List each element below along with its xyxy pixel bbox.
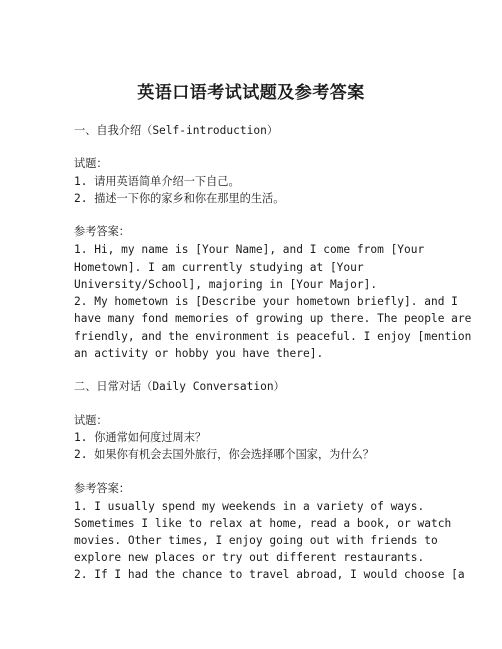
question-item: 2. 描述一下你的家乡和你在那里的生活。 xyxy=(74,192,285,205)
answer-line: movies. Other times, I enjoy going out with friends to xyxy=(74,534,438,547)
answer-line: 2. My hometown is [Describe your hometown briefly]. and I xyxy=(74,295,458,308)
answer-line: 2. If I had the chance to travel abroad, I would choose [a xyxy=(74,568,465,581)
answer-line: Sometimes I like to relax at home, read a book, or watch xyxy=(74,517,452,530)
answers-label: 参考答案： xyxy=(74,482,130,495)
answer-line: University/School], majoring in [Your Major]. xyxy=(74,278,378,291)
answer-line: explore new places or try out different restaurants. xyxy=(74,551,425,564)
answer-line: 1. Hi, my name is [Your Name], and I come from [Your xyxy=(74,243,425,256)
answer-line: friendly, and the environment is peaceful. I enjoy [mention xyxy=(74,330,472,343)
answer-line: Hometown]. I am currently studying at [Your xyxy=(74,261,364,274)
answer-line: an activity or hobby you have there]. xyxy=(74,347,324,360)
document-title: 英语口语考试试题及参考答案 xyxy=(137,83,365,103)
answer-line: 1. I usually spend my weekends in a variety of ways. xyxy=(74,500,425,513)
answer-line: have many fond memories of growing up there. The people are xyxy=(74,312,472,325)
question-item: 1. 请用英语简单介绍一下自己。 xyxy=(74,175,240,188)
section-heading: 二、日常对话（Daily Conversation） xyxy=(74,380,285,393)
question-item: 1. 你通常如何度过周末？ xyxy=(74,431,207,444)
questions-label: 试题： xyxy=(74,157,108,170)
question-item: 2. 如果你有机会去国外旅行，你会选择哪个国家，为什么？ xyxy=(74,448,374,461)
questions-label: 试题： xyxy=(74,414,108,427)
section-heading: 一、自我介绍（Self-introduction） xyxy=(74,124,279,137)
answers-label: 参考答案： xyxy=(74,225,130,238)
